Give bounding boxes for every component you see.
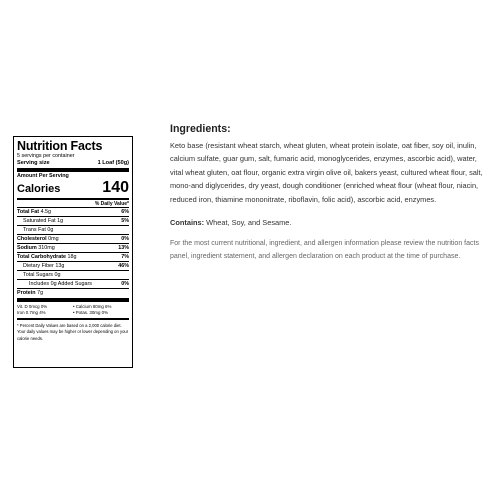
divider-thick <box>17 298 129 302</box>
iron: Iron 0.7mg 4% <box>17 310 46 316</box>
nutrient-row-total-sugars <box>17 270 129 279</box>
potassium: • Potas. 30mg 0% <box>73 310 108 316</box>
nutrient-row-cholesterol <box>17 234 129 243</box>
calcium: • Calcium 80mg 6% <box>73 303 112 309</box>
daily-value-footnote: * Percent Daily Values are based on a 2,000 calorie diet. Your daily values may be higher or lower depending on your calorie needs. <box>17 322 129 342</box>
nutrient-label: Total Sugars <box>23 271 53 278</box>
calories-row <box>17 180 129 196</box>
nutrient-amount: 13g <box>55 262 65 269</box>
serving-size-label: Serving size <box>17 160 50 167</box>
nutrient-pct: 6% <box>121 208 129 215</box>
nutrient-label: Total Fat <box>17 208 40 215</box>
divider-thick <box>17 168 129 172</box>
divider-medium <box>17 318 129 320</box>
nutrient-row-total-fat <box>17 207 129 216</box>
nutrient-row-total-carbohydrate <box>17 252 129 261</box>
nutrient-label: Sodium <box>17 244 37 251</box>
ingredients-panel <box>170 123 490 263</box>
serving-size-row <box>17 160 129 167</box>
nutrient-label: Dietary Fiber <box>23 262 54 269</box>
vitamins-minerals <box>17 303 129 316</box>
nutrient-row-saturated-fat <box>17 216 129 225</box>
nutrient-label: Total Carbohydrate <box>17 253 67 260</box>
nutrient-pct: 0% <box>121 280 129 287</box>
nutrition-disclaimer: For the most current nutritional, ingredient, and allergen information please review the nutrition facts panel, ingredient statement, and allergen declaration on each product at the time of purchase. <box>170 240 479 261</box>
nutrient-row-trans-fat <box>17 225 129 234</box>
nutrient-row-added-sugars <box>17 279 129 288</box>
contains-value: Wheat, Soy, and Sesame. <box>206 218 292 228</box>
vitamin-d: Vit. D 0mcg 0% <box>17 303 48 309</box>
nutrient-pct: 13% <box>118 244 129 251</box>
nutrition-facts-label <box>13 136 133 368</box>
nutrient-amount: 4.5g <box>40 208 52 215</box>
nutrient-row-sodium <box>17 243 129 252</box>
nutrient-label: Protein <box>17 289 36 296</box>
nutrient-row-protein <box>17 288 129 297</box>
nutrition-facts-title: Nutrition Facts <box>17 139 103 153</box>
nutrient-pct: 0% <box>121 235 129 242</box>
divider-medium <box>17 198 129 200</box>
nutrient-pct: 46% <box>118 262 129 269</box>
nutrient-amount: 0g <box>54 271 61 278</box>
nutrient-amount: 18g <box>67 253 77 260</box>
nutrient-label: Cholesterol <box>17 235 47 242</box>
nutrient-pct: 5% <box>121 217 129 224</box>
ingredients-text: Keto base (resistant wheat starch, wheat gluten, wheat protein isolate, oat fiber, soy oil, inulin, calcium sulfate, guar gum, salt, fumaric acid, monoglycerides, enzymes, ascorbic acid), water, vital wheat gluten, oat flour, organic extra virgin olive oil, bakers yeast, cultured wheat flour, salt, mono-and diglycerides, dry yeast, dough conditioner (enriched wheat flour (wheat flour, niacin, reduced iron, thiamine mononitrate, riboflavin, folic acid), ascorbic acid, enzymes. <box>170 141 483 204</box>
nutrient-pct: 7% <box>121 253 129 260</box>
nutrient-label: Trans Fat <box>23 226 46 233</box>
ingredients-title: Ingredients: <box>170 123 231 135</box>
nutrient-amount: 310mg <box>38 244 55 251</box>
serving-size-value: 1 Loaf (50g) <box>97 160 129 167</box>
calories-label: Calories <box>17 183 61 196</box>
nutrient-label: Includes 0g Added Sugars <box>29 280 92 287</box>
nutrient-label: Saturated Fat <box>23 217 56 224</box>
nutrient-amount: 1g <box>57 217 64 224</box>
nutrient-row-dietary-fiber <box>17 261 129 270</box>
nutrient-amount: 7g <box>37 289 44 296</box>
servings-per-container: 5 servings per container <box>17 153 75 159</box>
contains-label: Contains: <box>170 218 205 228</box>
nutrient-amount: 0mg <box>48 235 59 242</box>
calories-value: 140 <box>102 179 129 197</box>
daily-value-header: % Daily Value* <box>94 200 129 207</box>
amount-per-serving: Amount Per Serving <box>17 173 69 180</box>
nutrient-amount: 0g <box>47 226 54 233</box>
allergen-contains <box>170 218 490 227</box>
